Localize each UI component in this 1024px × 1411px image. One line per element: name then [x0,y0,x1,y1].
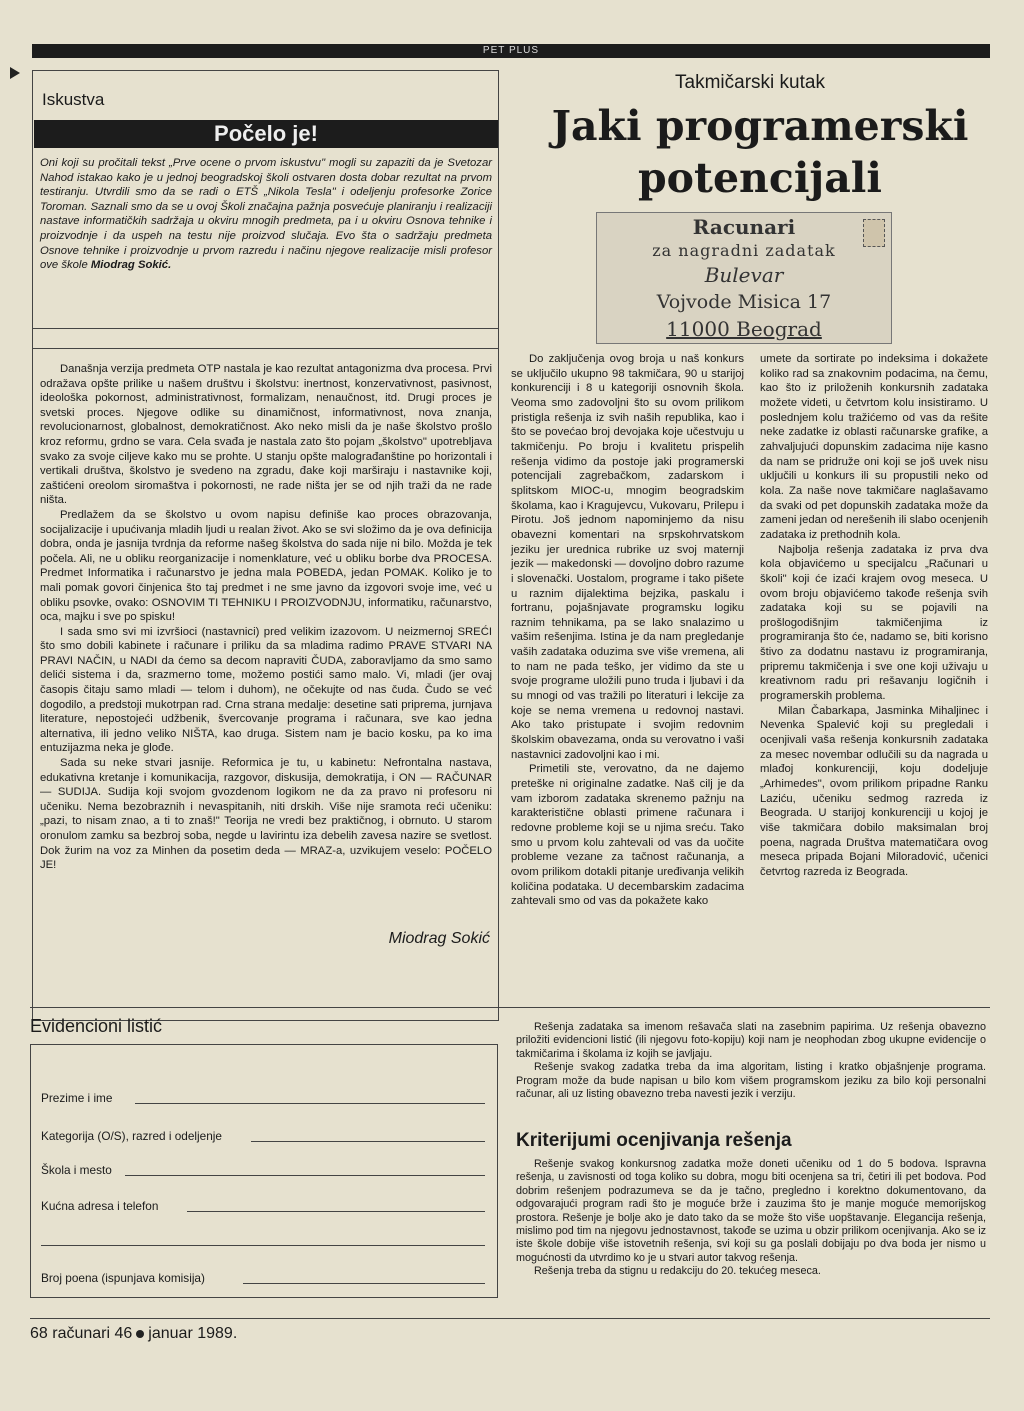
footer-page: 68 računari 46 [30,1325,133,1342]
intro-text: Oni koji su pročitali tekst „Prve ocene o prvom iskustvu" mogli su zapaziti da je Svetozar Nahod istakao kako je u jednoj beogradskoj školi ostvaren dosta dobar rezultat na prvom testiranju. Utvrdili smo da se radi o ETŠ „Nikola Tesla" i odeljenju profesorke Zorice Toroman. Saznali smo da se u ovoj Školi značajna pažnja posvećuje planiranju i realizaciji nastave informatičkih sadržaja u okviru mnogih predmeta, pa i u okviru Osnova tehnike i proizvodnje i da uspeh na testu nije proizvod slučaja. Evo šta o sadržaju predmeta Osnove tehnike i proizvodnje u prvom razredu i načinu njegove realizacije misli profesor ove škole [40,157,492,272]
criteria-paragraph: Rešenje svakog konkursnog zadatka može doneti učeniku od 1 do 5 bodova. Ispravna rešenja, u zavisnosti od toga koliko su dobra, mogu biti ocenjena sa tri, četiri ili pet bodova. Pod dobrim rešenjem podrazumeva se da je tačno, pregledno i korektno dokumentovano, da odgovarajući program radi što je moguće brže i zauzima što je manje moguće memorijskog prostora. Rešenje je bolje ako je dato tako da se može što više uopštavanje. Elegancija rešenja, mislimo pod tim na njegovu jednostavnost, takođe se uzima u obzir prilikom ocenjivanja. Ako se iz iste škole dobije više istovetnih rešenja, svi koji su ga poslali dobijaju po dva boda jer nismo u mogućnosti da utvrdimo ko je u stvari autor takvog rešenja. [516,1158,986,1264]
criteria-paragraph: Rešenja treba da stignu u redakciju do 20. tekućeg meseca. [534,1265,821,1278]
form-label: Broj poena (ispunjava komisija) [41,1271,205,1285]
bullet-icon [136,1330,144,1338]
left-box-border [32,70,499,71]
envelope-line: Bulevar [704,263,784,287]
left-box-border [498,70,499,1020]
footer-date: januar 1989. [148,1325,238,1342]
form-input-line[interactable] [135,1103,485,1104]
intro-author: Miodrag Sokić. [90,259,172,272]
page-footer [30,1325,237,1343]
competition-column [760,352,988,880]
article-paragraph: Današnja verzija predmeta OTP nastala je kao rezultat antagonizma dva procesa. Prvi odražava opšte prilike u našem društvu i školstvu: inertnost, konzervativnost, pasivnost, ideološka pokornost, administrativnost, formalizam, nenaučnost, itd. Drugi proces je svetski proces. Njegove odlike su dinamičnost, informativnost, nova znanja, revolucionarnost, globalnost, demokratičnost. Ako neko misli da je naše školstvo prošlo kroz reformu, grdno se vara. Cela svađa je nastala zato što pojam „školstvo" upotrebljava svako za svoje ciljeve kako mu se prohte. U stanju opšte malograđanštine po horizontali i vertikali društva, školstvo je svedeno na zgradu, đake koji marširaju i nastavnike koji, zaštićeni oreolom siromaštva i pokornosti, ne rade ništa jer se od njih traži da ne rade ništa. [40,363,492,507]
page-marker-arrow-icon [10,67,20,79]
column-paragraph: Do zaključenja ovog broja u naš konkurs se uključilo ukupno 98 takmičara, 90 u starijoj konkurenciji i 8 u kategoriji osnovnih škola. Veoma smo zadovoljni što su ovom prilikom pristigla rešenja iz svih naših republika, kao i što se povećao broj devojaka koje učestvuju u takmičenju. Po broju i kvalitetu prispelih rešenja vidimo da postoje jaki programerski potencijali zagrebačkom, zadarskom i splitskom MIOC-u, mnogim beogradskim školama, kao i Kragujevcu, Vukovaru, Prilepu i Pirotu. Još jednom napominjemo da nisu obavezni komentari na srpskohrvatskom jeziku jer urednica rubrike uz svoj maternji jezik — makedonski — dovoljno dobro razume i slovenački. Uostalom, programe i tako pišete u raznim dijalektima bejzika, paskalu i fortranu, pojašnjavate programsku logiku raznim tehnikama, pa se lako snalazimo u vašim rešenjima. Istina je da nam pregledanje vaših zadataka oduzima sve više vremena, ali to nam ne pada teško, jer vidimo da ste u svoje programe uložili puno truda i ljubavi i da su mnogi od vas tražili po literaturi i lekcije za koje se nema vremena u redovnoj nastavi. Ako tako pristupate i svojim redovnim školskim obavezama, onda su verovatno i vaši nastavnici zadovoljni kao i mi. [511,353,744,761]
competition-column [511,352,744,909]
envelope-line: 11000 Beograd [666,317,822,341]
form-label: Kućna adresa i telefon [41,1199,159,1213]
form-input-line[interactable] [187,1211,485,1212]
left-box-divider [32,348,499,349]
form-label: Prezime i ime [41,1091,113,1105]
headline-line: potencijali [638,154,882,202]
article-paragraph: Sada su neke stvari jasnije. Reformica je tu, u kabinetu: Nefrontalna nastava, edukativna kretanje i komunikacija, razgovor, diskusija, demokratija, i ON — RAČUNAR — SUDIJA. Sudija koji svojom gvozdenom logikom ne da za pravo ni profesoru ni učeniku. Nema bezobraznih i nevaspitanih, niti drskih. Više nije sramota reći učeniku: „pazi, to nisam znao, a ti to znaš!" Teorija ne vredi bez praktičnog, i obrnuto. U starom oronulom zamku sa bezbroj soba, negde u lavirintu iza debelih zavesa nazire se svetlost. Dok žurim na voz za Minhen da posetim deda — MRAZ-a, uzvikujem veselo: POČELO JE! [40,757,492,872]
running-title: PET PLUS [482,45,540,56]
section-divider [30,1007,990,1008]
envelope-line: Vojvode Misica 17 [656,291,832,313]
headline [520,100,1000,204]
left-box-divider [32,328,499,329]
author-signature: Miodrag Sokić [388,930,490,947]
headline-line: Jaki programerski [551,102,969,150]
article-banner [34,120,498,148]
form-input-line[interactable] [243,1283,485,1284]
column-paragraph: Milan Čabarkapa, Jasminka Mihaljinec i Nevenka Spalević koji su pregledali i ocenjivali vaša rešenja konkursnih zadataka za mesec novembar odlučili su da nagrada u mlađoj konkurenciji, koju dodeljuje „Arhimedes", ovom prilikom pripadne Ranku Laziću, učeniku sedmog razreda iz Beograda. U starijoj konkurenciji u kojoj je više takmičara dobilo maksimalan broj poena, nagrada Društva matematičara ovog meseca pripada Bojani Miloradović, učenici četvrtog razreda iz Beograda. [760,704,988,878]
rules-paragraph: Rešenje svakog zadatka treba da ima algoritam, listing i kratko objašnjenje programa. Program može da bude napisan u bilo kom višem programskom jeziku za bilo koji personalni računar, ali uz listing obavezno treba navesti jezik i verziju. [516,1061,986,1101]
rules-text [516,1021,986,1101]
form-input-line[interactable] [41,1245,485,1246]
form-title: Evidencioni listić [30,1016,163,1036]
article-intro [40,156,492,273]
article-paragraph: I sada smo svi mi izvršioci (nastavnici) pred velikim izazovom. U neizmernoj SREĆI što smo dobili kabinete i računare i priliku da sa mladima radimo PRAVE STVARI NA PRAVI NAČIN, u NADI da ćemo sa decom napraviti ČUDA, zaboravljamo da smo samo delići sistema i da, srazmerno tome, možemo postići samo malo. Vi, mladi (jer ovaj časopis čitaju samo mladi — telom i duhom), ne očekujte od nas čuda. Čudo se već dogodilo, a predstoji mukotrpan rad. Crna strana medalje: desetine sati priprema, jurnjava literature, nepostojeći udžbenik, švercovanje programa i računara, sve kao jedna alternativa, ili jedno veliko NIŠTA, kao druga. Sistem nam je bacio kosku, pa ko ima entuzijazma neka je glođe. [40,625,492,755]
column-paragraph: Primetili ste, verovatno, da ne dajemo preteške ni originalne zadatke. Naš cilj je da vam izborom zadataka skrenemo pažnju na karakteristične oblasti primene računara i redovne probleme koji se u njima sreću. Tako smo u prvom kolu zahtevali od vas da uočite probleme vezane za tačnost računanja, a ovom prilikom dotakli pitanje uređivanja velikih količina podataka. U decembarskim zadacima zahtevali smo od vas da pokažete kako [511,763,744,908]
form-label: Kategorija (O/S), razred i odeljenje [41,1129,222,1143]
column-paragraph: Najbolja rešenja zadataka iz prva dva kola objavićemo u specijalcu „Računari u školi" koji će izaći krajem ovog meseca. U ovom broju objavićemo takođe rešenja svih zadataka koji su se pojavili na prošlogodišnjim takmičenjima iz programiranja što će, nadamo se, biti korisno štivo za dodatnu nastavu iz programiranja, pripremu takmičenja i sve one koji uživaju u kreativnom radu pri rešavanju logičnih i programerskih problema. [760,543,988,703]
running-header-bar [32,44,990,58]
form-label: Škola i mesto [41,1163,112,1177]
footer-divider [30,1318,990,1319]
criteria-text [516,1158,986,1279]
rules-paragraph: Rešenja zadataka sa imenom rešavača slati na zasebnim papirima. Uz rešenja obavezno priložiti evidencioni listić (ili njegovu foto-kopiju) koji nam je neophodan zbog ukupne evidencije o takmičarima i školama iz kojih se javljaju. [516,1021,986,1060]
envelope-line: Racunari [692,215,796,239]
form-input-line[interactable] [251,1141,485,1142]
criteria-title: Kriterijumi ocenjivanja rešenja [516,1130,792,1151]
section-kicker: Takmičarski kutak [675,72,825,93]
envelope-photo [596,212,892,344]
envelope-line: za nagradni zadatak [652,241,836,260]
article-paragraph: Predlažem da se školstvo u ovom napisu definiše kao proces obrazovanja, socijalizacije i upućivanja mladih ljudi u realan život. Ako se svi složimo da je ova definicija dobra, onda je jasnija tvrdnja da reforme našeg školstva do sada nije ni bilo. Možda je tek počela. Ali, ne u obliku reorganizacije i nomenklature, već u obliku borbe dva PROCESA. Predmet Informatika i računarstvo je jedna mala POBEDA, jedan POMAK. Koliko je to mali pomak govori činjenica što taj predmet i ne sme javno da izgovori svoje ime, već u obliku psovke, ovako: OSNOVIM TI TEHNIKU I PROIZVODNJU, informatiku, računarstvo, oca, majku i sve po spisku! [40,508,492,624]
form-input-line[interactable] [125,1175,485,1176]
article-title: Počelo je! [214,121,318,146]
entry-form [30,1044,498,1298]
article-body [40,362,492,873]
column-paragraph: umete da sortirate po indeksima i dokažete koliko rad sa znakovnim podacima, na čemu, kao što iz priloženih konkursnih zadataka možete videti, u četvrtom kolu insistiramo. U poslednjem kolu tražićemo od vas da rešite neke zadatke iz oblasti računarske grafike, a zahvaljujući dopunskim zadacima nije kasno da nam se pridruže oni koji se još uvek nisu uključili u konkurs ili su propustili neko od kola. Za naše nove takmičare naglašavamo da svaki od pet dopunskih zadataka može da zameni jedan od nerešenih ili slabo ocenjenih zadataka iz prethodnih kola. [760,353,988,541]
section-label: Iskustva [42,90,105,109]
left-box-border [32,70,33,1020]
